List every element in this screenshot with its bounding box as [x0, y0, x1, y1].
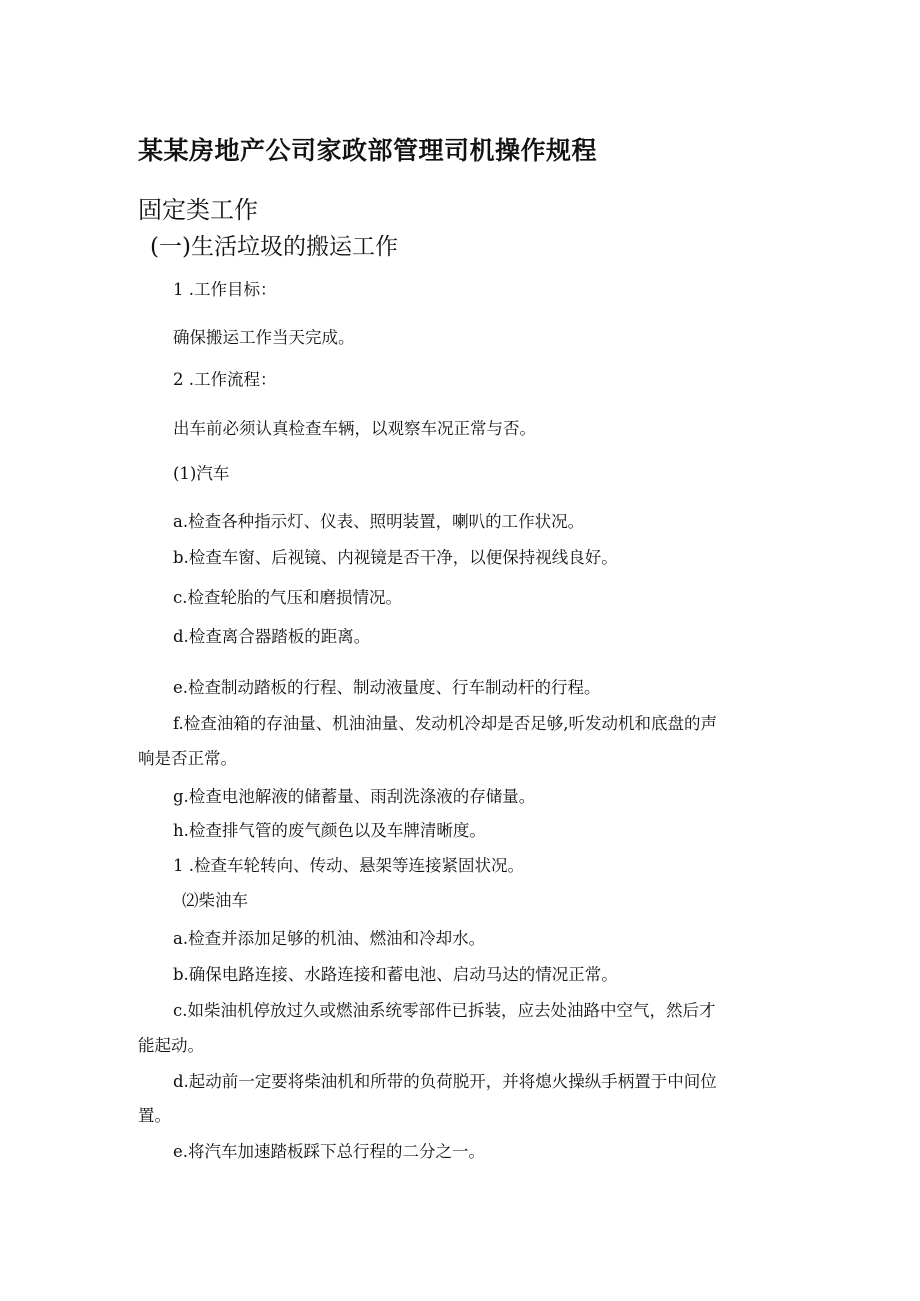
- paragraph-diesel-b: b.确保电路连接、水路连接和蓄电池、启动马达的情况正常。: [173, 965, 618, 984]
- paragraph-car-i: 1 .检查车轮转向、传动、悬架等连接紧固状况。: [173, 856, 524, 875]
- paragraph-car-g: g.检查电池解液的储蓄量、雨刮洗涤液的存储量。: [173, 787, 536, 806]
- document-title: 某某房地产公司家政部管理司机操作规程: [138, 136, 598, 165]
- paragraph-car-b: b.检查车窗、后视镜、内视镜是否干净，以便保持视线良好。: [173, 548, 618, 567]
- paragraph-work-process-label: 2 .工作流程：: [173, 370, 277, 389]
- paragraph-car-h: h.检查排气管的废气颜色以及车牌清晰度。: [173, 821, 486, 840]
- paragraph-car-a: a.检查各种指示灯、仪表、照明装置，喇叭的工作状况。: [173, 512, 585, 531]
- paragraph-car-c: c.检查轮胎的气压和磨损情况。: [173, 588, 402, 607]
- paragraph-pre-check: 出车前必须认真检查车辆，以观察车况正常与否。: [173, 419, 536, 438]
- paragraph-diesel-d: d.起动前一定要将柴油机和所带的负荷脱开，并将熄火操纵手柄置于中间位: [173, 1072, 717, 1091]
- paragraph-diesel-d-cont: 置。: [138, 1106, 171, 1125]
- paragraph-diesel-a: a.检查并添加足够的机油、燃油和冷却水。: [173, 929, 486, 948]
- paragraph-car-d: d.检查离合器踏板的距离。: [173, 627, 371, 646]
- section-heading: 固定类工作: [138, 196, 258, 224]
- paragraph-diesel-c-cont: 能起动。: [138, 1036, 204, 1055]
- paragraph-car-f-cont: 响是否正常。: [138, 749, 237, 768]
- paragraph-diesel-heading: ⑵柴油车: [182, 891, 248, 910]
- paragraph-diesel-e: e.将汽车加速踏板踩下总行程的二分之一。: [173, 1142, 486, 1161]
- paragraph-diesel-c: c.如柴油机停放过久或燃油系统零部件已拆装，应去处油路中空气，然后才: [173, 1001, 716, 1020]
- paragraph-work-goal: 确保搬运工作当天完成。: [173, 328, 355, 347]
- paragraph-car-f: f.检查油箱的存油量、机油油量、发动机冷却是否足够,听发动机和底盘的声: [173, 714, 718, 733]
- paragraph-car-e: e.检查制动踏板的行程、制动液量度、行车制动杆的行程。: [173, 678, 601, 697]
- subsection-heading: (一)生活垃圾的搬运工作: [150, 234, 398, 260]
- paragraph-work-goal-label: 1 .工作目标：: [173, 280, 277, 299]
- paragraph-car-heading: (1)汽车: [173, 464, 230, 483]
